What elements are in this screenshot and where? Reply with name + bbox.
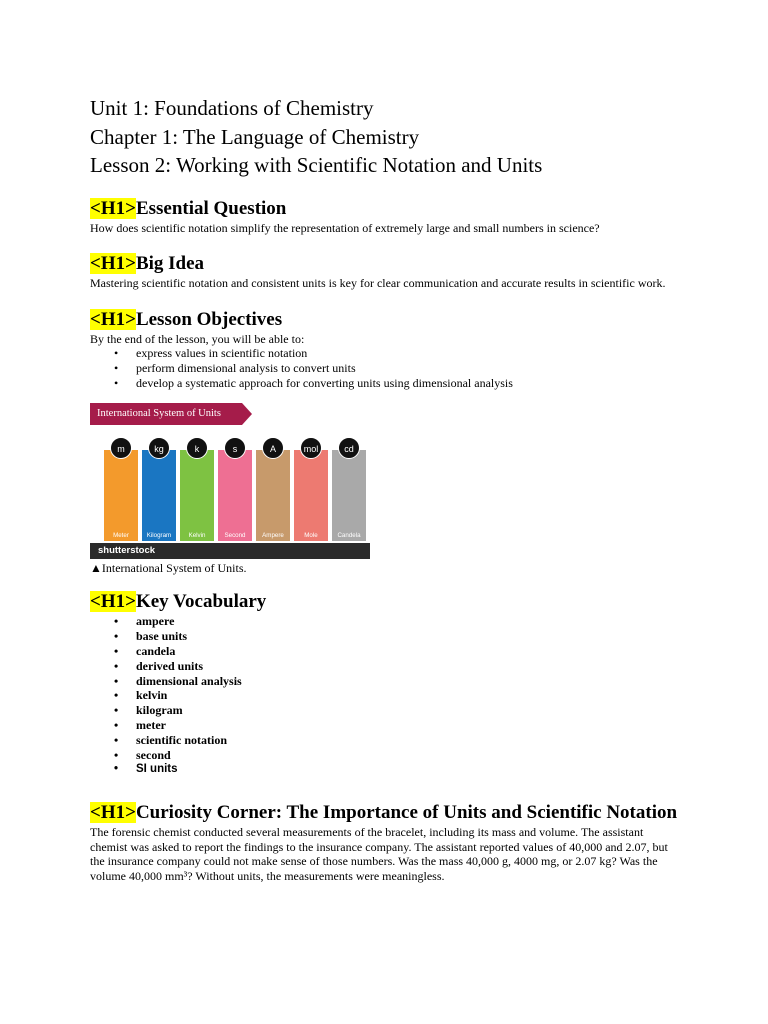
big-idea-heading: <H1>Big Idea [90,253,205,274]
list-item: • base units [136,629,680,644]
objectives-intro: By the end of the lesson, you will be able to: [90,331,305,346]
title-block [90,94,680,180]
si-unit-symbol: cd [338,437,360,459]
si-unit-mole [294,450,328,541]
h1-tag: <H1> [90,591,136,613]
si-unit-symbol: k [186,437,208,459]
document-page [90,94,680,883]
si-unit-name: Mole [304,532,318,540]
si-unit-symbol: s [224,437,246,459]
si-unit-name: Candela [337,532,361,540]
si-unit-candela [332,450,366,541]
list-item: • SI units [136,762,680,777]
list-item: • candela [136,644,680,659]
figure-banner: International System of Units [90,403,242,425]
si-unit-name: Kelvin [188,532,206,540]
essential-question-text: How does scientific notation simplify the representation of extremely large and small numbers in science? [90,220,600,235]
list-item: • meter [136,718,680,733]
si-unit-second [218,450,252,541]
si-unit-symbol: m [110,437,132,459]
figure-footer [90,543,370,559]
list-item: • kilogram [136,703,680,718]
h1-tag: <H1> [90,802,136,824]
list-item: • develop a systematic approach for converting units using dimensional analysis [136,376,680,391]
si-unit-name: Meter [113,532,129,540]
list-item: • dimensional analysis [136,674,680,689]
h1-tag: <H1> [90,197,136,219]
list-item: • derived units [136,659,680,674]
figure-caption: ▲International System of Units. [90,561,247,576]
list-item: • perform dimensional analysis to convert units [136,361,680,376]
h1-tag: <H1> [90,253,136,274]
key-vocabulary-heading: <H1>Key Vocabulary [90,591,267,613]
list-item: • kelvin [136,688,680,703]
si-units-figure [90,403,370,559]
list-item: • scientific notation [136,733,680,748]
list-item: • second [136,748,680,763]
si-unit-symbol: mol [300,437,322,459]
curiosity-corner-heading: <H1>Curiosity Corner: The Importance of Units and Scientific Notation [90,802,678,824]
si-unit-name: Kilogram [146,532,172,540]
si-unit-kelvin [180,450,214,541]
lesson-title: Lesson 2: Working with Scientific Notation and Units [90,153,543,177]
curiosity-corner-text: The forensic chemist conducted several measurements of the bracelet, including its mass and volume. The assistant chemist was asked to report the findings to the insurance company. The assistant reported values of 40,000 and 2.07, but the insurance company could not make sense of those numbers. Was the mass 40,000 g, 4000 mg, or 2.07 kg? Was the volume 40,000 mm³? Without units, the measurements were meaningless. [90,825,668,883]
unit-title: Unit 1: Foundations of Chemistry [90,96,374,120]
shutterstock-logo: shutterstock [98,545,156,557]
si-unit-symbol: A [262,437,284,459]
si-unit-meter [104,450,138,541]
si-unit-ampere [256,450,290,541]
list-item: • ampere [136,614,680,629]
vocabulary-list [90,614,680,777]
objectives-list [90,346,680,390]
si-unit-name: Ampere [262,532,284,540]
big-idea-text: Mastering scientific notation and consistent units is key for clear communication and accurate results in scientific work. [90,276,666,290]
lesson-objectives-heading: <H1>Lesson Objectives [90,308,283,330]
si-unit-kilogram [142,450,176,541]
h1-tag: <H1> [90,308,136,330]
si-unit-symbol: kg [148,437,170,459]
essential-question-heading: <H1>Essential Question [90,197,287,219]
chapter-title: Chapter 1: The Language of Chemistry [90,124,420,149]
list-item: • express values in scientific notation [136,346,680,361]
si-unit-name: Second [224,532,246,540]
